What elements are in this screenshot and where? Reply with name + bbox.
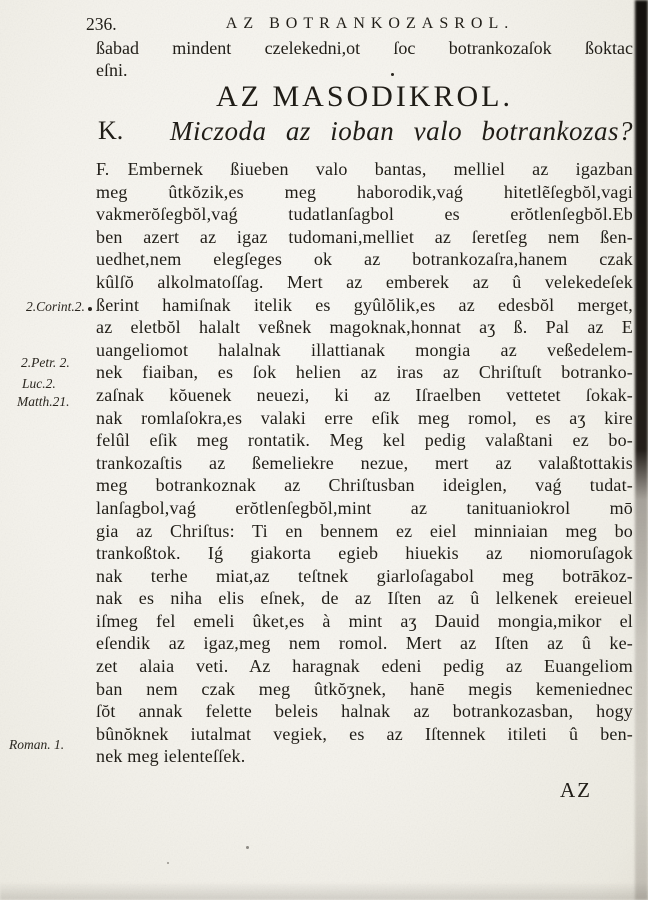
body-line: meg botrankoznak az Chriſtusban ideiglen, vaǵ tudat- xyxy=(96,475,633,496)
margin-note-peter: 2.Petr. 2. xyxy=(21,355,70,370)
body-line: ßerint hamiſnak itelik es gyûlŏlik,es az edesbŏl merget, xyxy=(96,294,633,315)
body-line: trankoßtok. Iǵ giakorta egieb hiuekis az niomoruſagok xyxy=(96,543,633,564)
body-line: F. Embernek ßiueben valo bantas, melliel az igazban xyxy=(96,159,633,179)
body-line: zaſnak kŏuenek neuezi, ki az Iſraelben vettetet ſokak- xyxy=(96,384,633,405)
body-line: eſendik az igaz,meg nem romol. Mert az Iſten az û ke- xyxy=(96,633,633,654)
margin-note-luke: Luc.2. xyxy=(22,376,56,391)
margin-note-romans: Roman. 1. xyxy=(9,737,65,752)
body-line: kûlſŏ alkolmatoſſag. Mert az emberek az û velekedeſek xyxy=(96,271,633,292)
running-title: AZ BOTRANKOZASROL. xyxy=(225,15,515,32)
body-line: vakmerŏſegbŏl,vaǵ tudatlanſagbol es erŏtlenſegbŏl.Eb xyxy=(96,204,633,225)
body-line: meg ûtkŏzik,es meg haborodik,vaǵ hitetlẽſegbŏl,vagi xyxy=(96,181,633,202)
intro-line: eſni. xyxy=(96,60,128,80)
body-line: ben azert az igaz tudomani,melliet az ſeretſeg nem ßen- xyxy=(96,226,633,247)
body-line: lanſagbol,vaǵ erŏtlenſegbŏl,mint az tanituaniokrol mō xyxy=(96,497,633,518)
body-line: nek meg ielenteſſek. xyxy=(96,746,246,767)
catchword: AZ xyxy=(560,778,592,802)
body-line: nak romlaſokra,es valaki erre eſik meg romol, es aʒ kire xyxy=(96,407,633,428)
body-line: bûnŏknek iutalmat vegiek, es az Iſtennek itileti û ben- xyxy=(96,723,633,744)
body-line: trankozaſtis az ßemeliekre nezue, mert az valaßtottakis xyxy=(96,452,633,473)
question-label: K. xyxy=(98,116,124,145)
body-line: ſŏt annak felette beleis halnak az botrankozasban, hogy xyxy=(96,701,633,722)
intro-paragraph xyxy=(96,37,633,81)
body-line: gia az Chriſtus: Ti en bennem ez eiel minniaian meg bo xyxy=(96,520,633,541)
ink-speck xyxy=(246,846,249,849)
question-row xyxy=(98,116,633,147)
scan-shadow-bottom xyxy=(0,882,648,900)
body-line: ban nem czak meg ûtkŏʒnek, hanē megis kemeniednec xyxy=(96,678,633,699)
body-line: az eletbŏl halalt veßnek magoknak,honnat aʒ ß. Pal az E xyxy=(96,317,633,338)
body-text xyxy=(96,158,633,768)
body-line: nak terhe miat,az teſtnek giarloſagabol meg botrākoz- xyxy=(96,565,633,586)
section-heading: AZ MASODIKROL. xyxy=(216,80,513,113)
page-number: 236. xyxy=(86,14,117,34)
scan-gutter-shadow-right xyxy=(635,0,648,900)
margin-note-corinthians: 2.Corint.2. xyxy=(26,299,85,314)
intro-line: ßabad mindent czelekedni,ot ſoc botrankozaſok ßoktac xyxy=(96,38,633,58)
body-line: iſmeg fel emeli ûket,es à mint aʒ Dauid mongia,mikor el xyxy=(96,610,633,631)
margin-note-matthew: Matth.21. xyxy=(17,394,70,409)
body-line: zet alaia veti. Az haragnak edeni pedig az Euangeliom xyxy=(96,656,633,677)
body-line: felûl eſik meg rontatik. Meg kel pedig valaßtani ez bo- xyxy=(96,430,633,451)
body-line: uedhet,nem elegſeges ok az botrankozaſra,hanem czak xyxy=(96,249,633,270)
body-line: nak es niha elis eſnek, de az Iſten az û lelkenek ereieuel xyxy=(96,588,633,609)
ink-speck xyxy=(167,862,169,864)
body-line: uangeliomot halalnak illattianak mongia az veßedelem- xyxy=(96,339,633,360)
question-text: Miczoda az ioban valo botrankozas? xyxy=(170,116,633,146)
body-line: nek fiaiban, es ſok helien az iras az Chriſtuſt botranko- xyxy=(96,362,633,383)
ink-speck xyxy=(88,307,92,311)
